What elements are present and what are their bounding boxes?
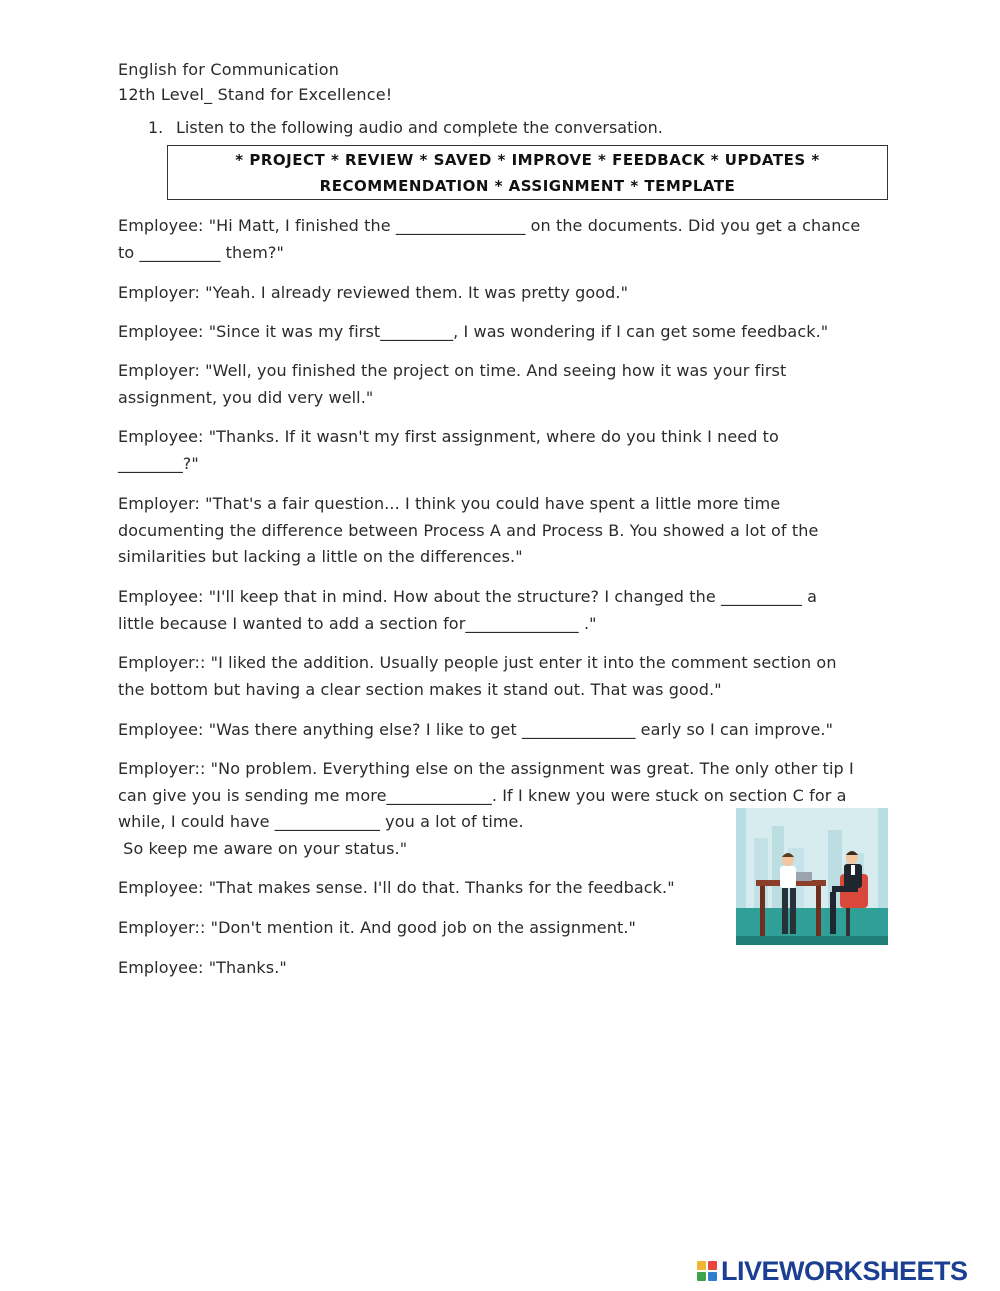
word-bank-line-2: RECOMMENDATION * ASSIGNMENT * TEMPLATE (319, 177, 736, 195)
dialogue-text: Employer: "Well, you finished the project on time. And seeing how it was your first (118, 361, 787, 380)
logo-mark (697, 1261, 717, 1281)
word-bank-line-1: * PROJECT * REVIEW * SAVED * IMPROVE * FEEDBACK * UPDATES * (235, 151, 820, 169)
dialogue-text: while, I could have _____________ you a lot of time. (118, 812, 524, 831)
question-instruction (148, 118, 663, 137)
dialogue-text: Employee: "Hi Matt, I finished the ________________ on the documents. Did you get a chance (118, 216, 861, 235)
dialogue-text: the bottom but having a clear section makes it stand out. That was good." (118, 679, 722, 699)
word-bank (167, 145, 888, 200)
logo-block (697, 1261, 706, 1270)
dialogue-text: Employee: "That makes sense. I'll do that. Thanks for the feedback." (118, 878, 675, 897)
dialogue-text: Employee: "Thanks." (118, 958, 287, 977)
dialogue-line (118, 491, 878, 571)
dialogue-text: documenting the difference between Process A and Process B. You showed a lot of the (118, 520, 819, 540)
dialogue-line (118, 584, 878, 637)
question-number: 1. (148, 118, 164, 137)
dialogue-line (118, 424, 878, 477)
dialogue-text: So keep me aware on your status." (118, 838, 408, 858)
dialogue-text: Employer:: "I liked the addition. Usually people just enter it into the comment section on (118, 653, 837, 672)
course-level: 12th Level_ Stand for Excellence! (118, 85, 393, 104)
dialogue-text: Employer:: "No problem. Everything else on the assignment was great. The only other tip I (118, 759, 854, 778)
dialogue-text: Employer:: "Don't mention it. And good job on the assignment." (118, 918, 636, 937)
office-meeting-illustration (736, 808, 888, 945)
dialogue-text: ________?" (118, 453, 199, 473)
dialogue-text: Employer: "That's a fair question... I think you could have spent a little more time (118, 494, 781, 513)
dialogue-text: to __________ them?" (118, 242, 284, 262)
dialogue-text: Employer: "Yeah. I already reviewed them. It was pretty good." (118, 283, 629, 302)
dialogue-text: little because I wanted to add a section for______________ ." (118, 613, 597, 633)
dialogue-line (118, 717, 878, 744)
dialogue-line (118, 280, 878, 307)
dialogue-text: Employee: "I'll keep that in mind. How about the structure? I changed the __________ a (118, 587, 818, 606)
dialogue-text: similarities but lacking a little on the differences." (118, 547, 523, 566)
liveworksheets-logo (697, 1256, 968, 1286)
logo-block (708, 1261, 717, 1270)
course-title: English for Communication (118, 60, 340, 79)
dialogue-line (118, 955, 878, 982)
dialogue-text: assignment, you did very well." (118, 387, 374, 407)
dialogue-text: can give you is sending me more_____________. If I knew you were stuck on section C for a (118, 785, 847, 805)
question-text: Listen to the following audio and complete the conversation. (176, 118, 663, 137)
dialogue-line (118, 650, 878, 703)
dialogue-text: Employee: "Thanks. If it wasn't my first assignment, where do you think I need to (118, 427, 779, 446)
logo-block (697, 1272, 706, 1281)
logo-text: LIVEWORKSHEETS (721, 1255, 968, 1286)
dialogue-line (118, 319, 878, 346)
dialogue-line (118, 358, 878, 411)
dialogue-text: Employee: "Since it was my first_________, I was wondering if I can get some feedback." (118, 322, 829, 341)
dialogue-text: Employee: "Was there anything else? I like to get ______________ early so I can improve." (118, 720, 834, 739)
logo-block (708, 1272, 717, 1281)
dialogue-line (118, 213, 878, 266)
